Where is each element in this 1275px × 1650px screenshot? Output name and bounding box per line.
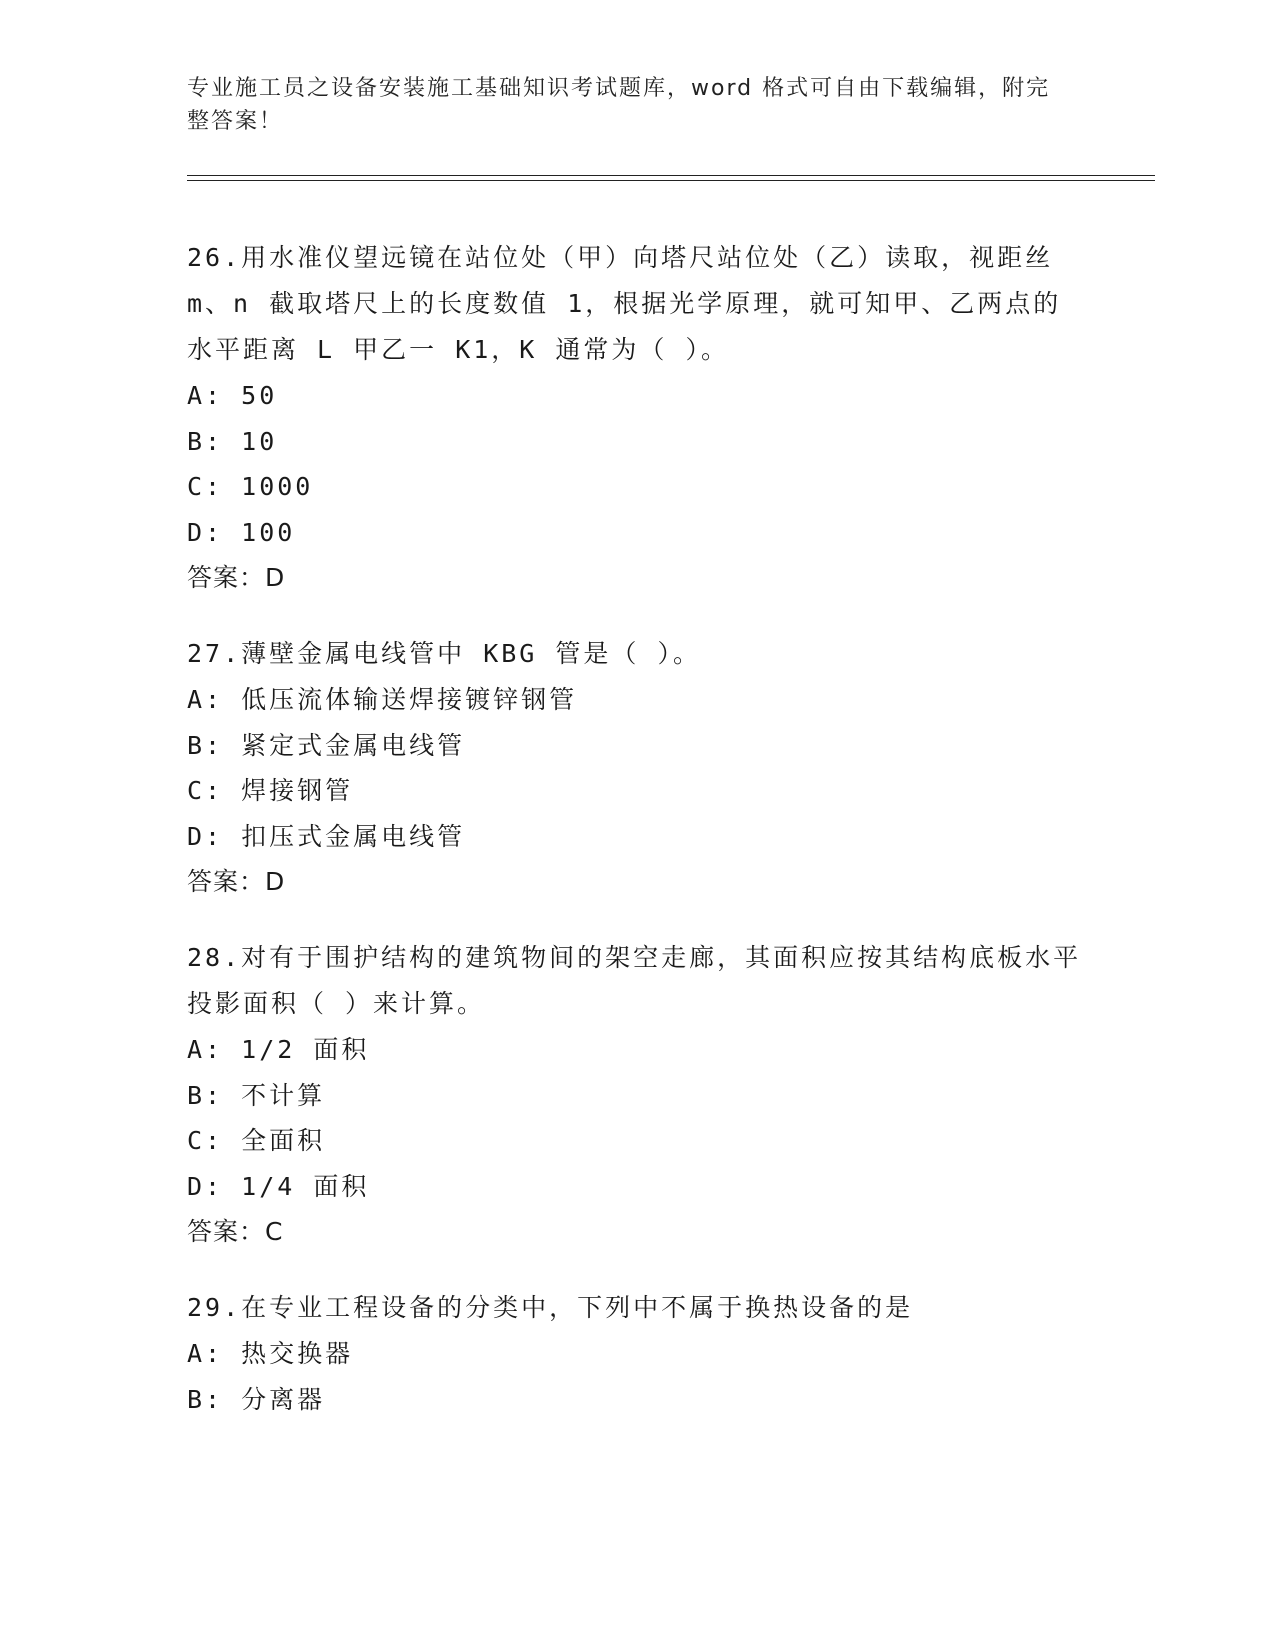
option-a: A: 低压流体输送焊接镀锌钢管 xyxy=(187,685,578,714)
option-d: D: 扣压式金属电线管 xyxy=(187,821,466,851)
document-header: 专业施工员之设备安装施工基础知识考试题库，word 格式可自由下载编辑，附完整答案！ xyxy=(187,76,1051,134)
answer-line: 答案：D xyxy=(187,867,286,896)
header-divider-bottom xyxy=(187,180,1155,181)
question-28 xyxy=(187,935,1087,1255)
answer-line: 答案：C xyxy=(187,1217,284,1246)
option-b: B: 10 xyxy=(187,426,278,456)
option-d: D: 100 xyxy=(187,517,296,547)
option-a: A: 1/2 面积 xyxy=(187,1035,370,1064)
question-text: 27.薄壁金属电线管中 KBG 管是（ ）。 xyxy=(187,639,701,668)
question-text: 29.在专业工程设备的分类中，下列中不属于换热设备的是 xyxy=(187,1293,914,1322)
option-b: B: 分离器 xyxy=(187,1384,326,1414)
question-26 xyxy=(187,235,1087,601)
option-c: C: 1000 xyxy=(187,472,314,501)
answer-line: 答案：D xyxy=(187,563,286,592)
option-c: C: 全面积 xyxy=(187,1126,326,1155)
option-b: B: 紧定式金属电线管 xyxy=(187,730,466,760)
option-d: D: 1/4 面积 xyxy=(187,1171,370,1201)
option-a: A: 热交换器 xyxy=(187,1339,354,1368)
header-divider-top xyxy=(187,175,1155,176)
question-27 xyxy=(187,631,1087,905)
question-29 xyxy=(187,1285,1087,1422)
option-c: C: 焊接钢管 xyxy=(187,776,354,805)
question-text: 26.用水准仪望远镜在站位处（甲）向塔尺站位处（乙）读取，视距丝m、n 截取塔尺上的长度数值 1，根据光学原理，就可知甲、乙两点的水平距离 L 甲乙一 K1，K 通常为（ ）。 xyxy=(187,243,1062,364)
question-text: 28.对有于围护结构的建筑物间的架空走廊，其面积应按其结构底板水平投影面积（ ）来计算。 xyxy=(187,943,1082,1018)
option-b: B: 不计算 xyxy=(187,1080,326,1110)
option-a: A: 50 xyxy=(187,381,278,410)
question-list xyxy=(187,235,1087,1452)
